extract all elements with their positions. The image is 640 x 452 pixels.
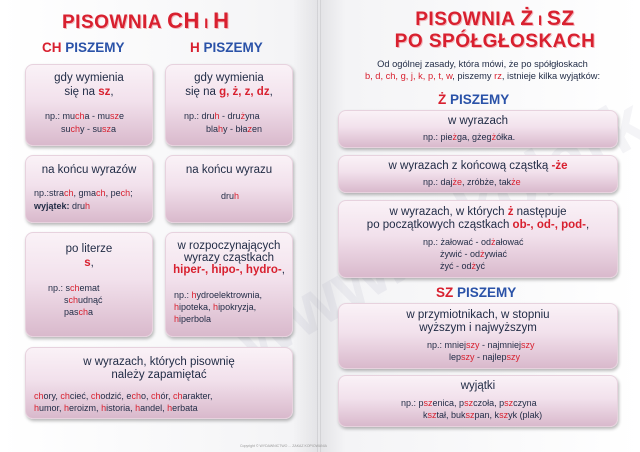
rule-heading: gdy wymienia [54,72,124,84]
h-rule-box-end-of-word [165,155,293,223]
ch-rule-box-sz: gdy wymienia się na sz, np.: mucha - musze suchy - susza [25,64,153,146]
example-line: np.:strach, gmach, pech; [34,188,133,198]
example-line: np.: druh - drużyna [184,111,260,121]
h-piszemy-heading: H PISZEMY [190,40,263,55]
sz-piszemy-heading: SZ PISZEMY [436,285,517,300]
example-line: hiperbola [174,314,212,324]
rule-heading: w wyrazach z końcową cząstką -że [388,160,568,172]
rule-heading: na końcu wyrazu [185,164,273,176]
example-line: np.: hydroelektrownia, [174,290,263,300]
example-line: np.: mucha - musze [45,111,125,121]
rule-heading: w wyrazach, których pisownię [83,356,235,368]
example-line: suchy - susza [61,124,117,134]
sz-rule-box-adjectives: w przymiotnikach, w stopniu wyższym i najwyższym np.: mniejszy - najmniejszy lepszy - najlepszy [338,303,618,369]
example-line: lepszy - najlepszy [449,352,521,362]
intro-text: Od ogólnej zasady, która mówi, że po spółgłoskach b, d, ch, g, j, k, p, t, w, piszemy rz, istnieje kilka wyjątków: [364,59,601,81]
example-line: druh [221,191,240,201]
h-rule-box-prefixes: w rozpoczynających wyrazy cząstkach hiper-, hipo-, hydro-, np.: hydroelektrownia, hipoteka, hipokryzja, hiperbola [165,232,293,337]
left-page-title: PISOWNIA CH I H [62,8,230,33]
ch-piszemy-heading: CH PISZEMY [42,40,125,55]
example-line: np.: dajże, zróbże, także [423,177,521,187]
example-line: humor, heroizm, historia, handel, herbata [34,403,198,413]
ch-rule-box-after-s: po literze s, np.: schemat schudnąć pascha [25,232,153,337]
memorize-words-box: w wyrazach, których pisownię należy zapamiętać chory, chcieć, chodzić, echo, chór, charakter, humor, heroizm, historia, handel, herbata [25,347,293,419]
example-line: żywić - odżywiać [440,249,508,259]
rule-heading: gdy wymienia [194,72,264,84]
example-line: blahy - błazen [206,124,263,134]
example-line: chory, chcieć, chodzić, echo, chór, charakter, [34,391,213,401]
example-line: schudnąć [64,295,103,305]
rule-heading: na końcu wyrazów [41,164,137,176]
sz-rule-box-exceptions [338,375,618,427]
z-rule-box-words [338,110,618,148]
exception-line: wyjątek: druh [34,201,91,211]
example-line: żyć - odżyć [440,261,486,271]
rule-heading: w przymiotnikach, w stopniu [406,309,550,321]
example-line: np.: żałować - odżałować [423,237,524,247]
rule-heading: w wyrazach [447,115,509,127]
example-line: np.: pszenica, pszczoła, pszczyna [401,398,537,408]
page-spine [317,0,321,452]
h-rule-box-g-z-dz: gdy wymienia się na g, ż, z, dz, np.: druh - drużyna blahy - błazen [165,64,293,146]
example-line: np.: mniejszy - najmniejszy [427,340,535,350]
ch-rule-box-end-of-words [25,155,153,223]
rule-heading: w rozpoczynających [177,240,281,252]
rule-heading: po literze [65,243,113,255]
example-line: hipoteka, hipokryzja, [174,302,257,312]
example-line: np.: schemat [48,283,100,293]
rule-heading: w wyrazach, w których ż następuje [389,206,567,218]
example-line: kształ, bukszpan, kszyk (plak) [423,410,543,420]
copyright-footer: Copyright © WYDAWNICTWO ... ZAKAZ KOPIOWANIA [240,444,327,448]
example-line: np.: pieżga, gżegżółka. [423,132,516,142]
example-line: pascha [64,307,94,317]
right-page-title: PISOWNIA Ż I SZ PO SPÓŁGŁOSKACH [394,7,596,52]
z-rule-box-prefixes: w wyrazach, w których ż następuje po początkowych cząstkach ob-, od-, pod-, np.: żałować - odżałować żywić - odżywiać żyć - odżyć [338,200,618,278]
z-rule-box-suffix-ze [338,155,618,193]
z-piszemy-heading: Ż PISZEMY [438,92,510,107]
rule-heading: wyjątki [460,380,496,392]
